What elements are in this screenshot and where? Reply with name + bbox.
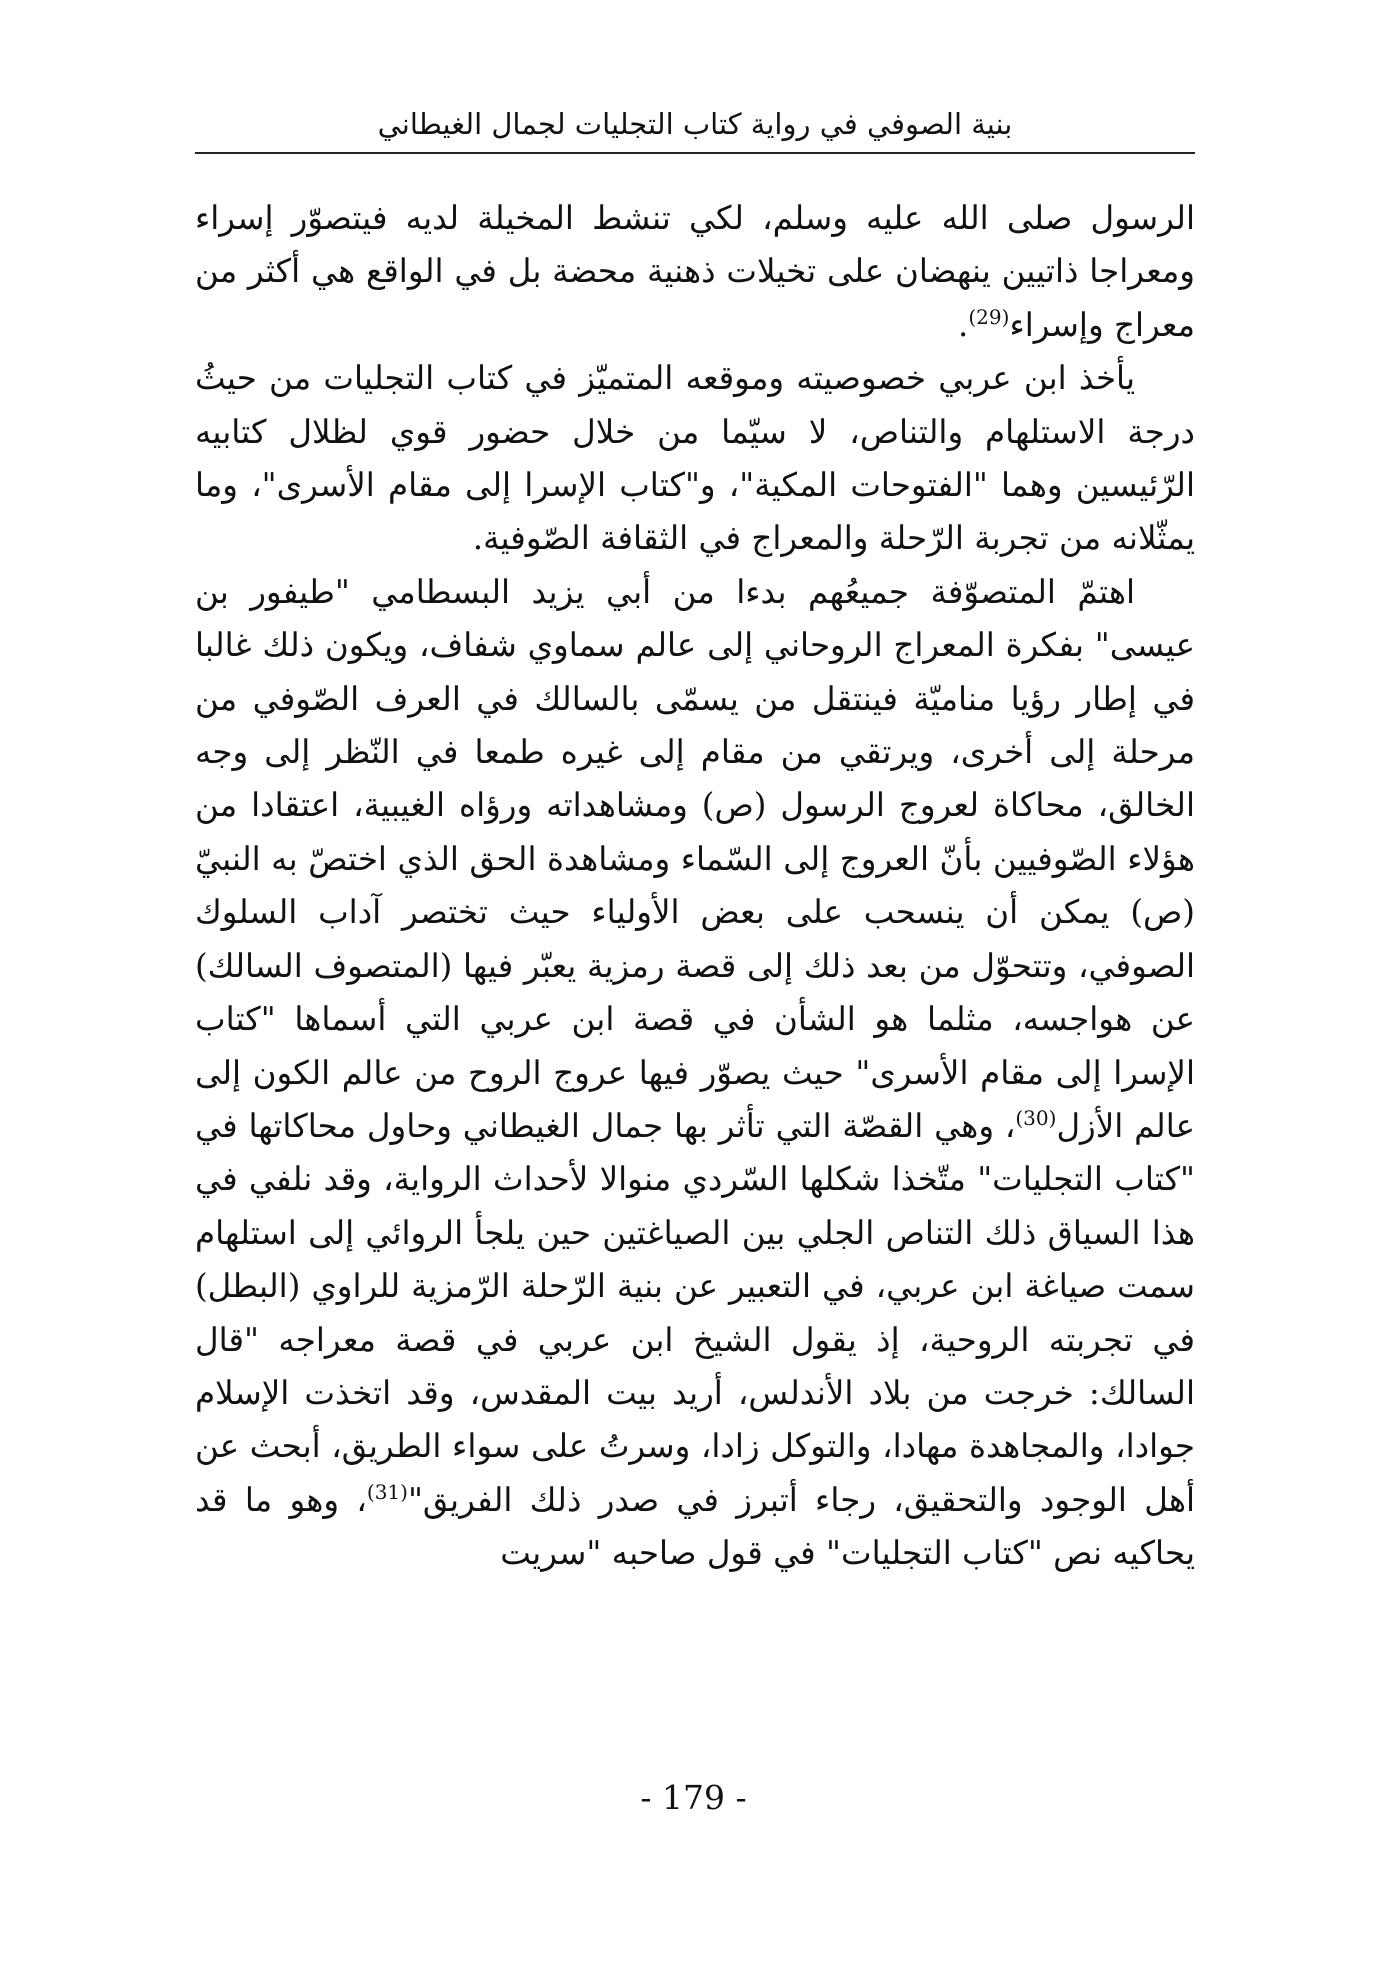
page-body bbox=[195, 192, 1195, 1581]
footnote-marker: (30) bbox=[1015, 1106, 1057, 1131]
footnote-marker: (29) bbox=[968, 304, 1010, 329]
running-header bbox=[195, 96, 1195, 154]
page-number: - 179 - bbox=[640, 1778, 747, 1817]
paragraph bbox=[195, 352, 1195, 566]
paragraph-text: . bbox=[958, 305, 969, 344]
paragraph-text: ، وهو ما قد يحاكيه نص "كتاب التجليات" في قول صاحبه "سريت bbox=[195, 1480, 1195, 1573]
paragraph-text: الرسول صلى الله عليه وسلم، لكي تنشط المخيلة لديه فيتصوّر إسراء ومعراجا ذاتيين ينهضان على تخيلات ذهنية محضة بل في الواقع هي أكثر من معراج وإسراء bbox=[195, 199, 1195, 344]
footnote-marker: (31) bbox=[366, 1479, 408, 1504]
paragraph-text: يأخذ ابن عربي خصوصيته وموقعه المتميّز في كتاب التجليات من حيثُ درجة الاستلهام والتناص، لا سيّما من خلال حضور قوي لظلال كتابيه الرّئيسين وهما "الفتوحات المكية"، و"كتاب الإسرا إلى مقام الأسرى"، وما يمثّلانه من تجربة الرّحلة والمعراج في الثقافة الصّوفية. bbox=[195, 359, 1195, 558]
paragraph-text: ، وهي القصّة التي تأثر بها جمال الغيطاني وحاول محاكاتها في "كتاب التجليات" متّخذا شكلها السّردي منوالا لأحداث الرواية، وقد نلفي في هذا السياق ذلك التناص الجلي بين الصياغتين حين يلجأ الروائي إلى استلهام سمت صياغة ابن عربي، في التعبير عن بنية الرّحلة الرّمزية للراوي (البطل) في تجربته الروحية، إذ يقول الشيخ ابن عربي في قصة معراجه "قال السالك: خرجت من بلاد الأندلس، أريد بيت المقدس، وقد اتخذت الإسلام جوادا، والمجاهدة مهادا، والتوكل زادا، وسرتُ على سواء الطريق، أبحث عن أهل الوجود والتحقيق، رجاء أتبرز في صدر ذلك الفريق" bbox=[195, 1106, 1195, 1519]
paragraph bbox=[195, 566, 1195, 1581]
paragraph-text: اهتمّ المتصوّفة جميعُهم بدءا من أبي يزيد البسطامي "طيفور بن عيسى" بفكرة المعراج الروحاني إلى عالم سماوي شفاف، ويكون ذلك غالبا في إطار رؤيا مناميّة فينتقل من يسمّى بالسالك في العرف الصّوفي من مرحلة إلى أخرى، ويرتقي من مقام إلى غيره طمعا في النّظر إلى وجه الخالق، محاكاة لعروج الرسول (ص) ومشاهداته ورؤاه الغيبية، اعتقادا من هؤلاء الصّوفيين بأنّ العروج إلى السّماء ومشاهدة الحق الذي اختصّ به النبيّ (ص) يمكن أن ينسحب على بعض الأولياء حيث تختصر آداب السلوك الصوفي، وتتحوّل من بعد ذلك إلى قصة رمزية يعبّر فيها (المتصوف السالك) عن هواجسه، مثلما هو الشأن في قصة ابن عربي التي أسماها "كتاب الإسرا إلى مقام الأسرى" حيث يصوّر فيها عروج الروح من عالم الكون إلى عالم الأزل bbox=[195, 572, 1195, 1145]
paragraph-continuation bbox=[195, 192, 1195, 352]
running-title: بنية الصوفي في رواية كتاب التجليات لجمال الغيطاني bbox=[377, 107, 1013, 141]
